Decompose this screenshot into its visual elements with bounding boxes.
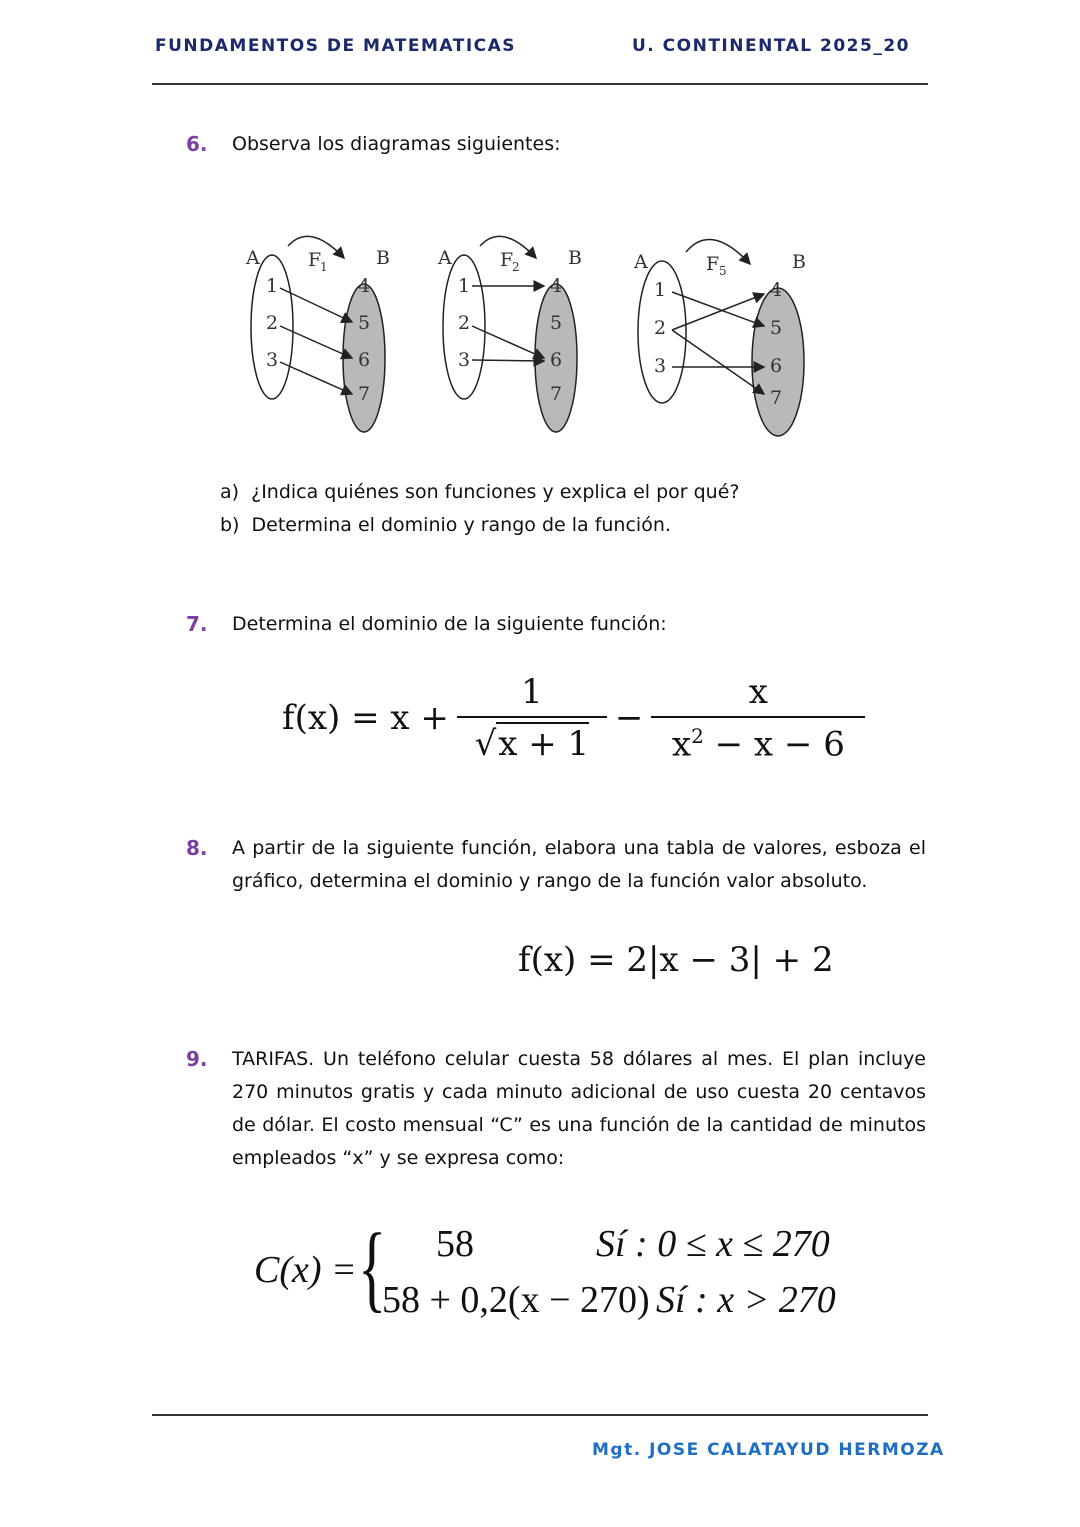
arrow-diagrams xyxy=(240,222,820,442)
svg-text:5: 5 xyxy=(358,312,371,334)
author-name: Mgt. JOSE CALATAYUD HERMOZA xyxy=(592,1440,945,1460)
subitem-a-label: a) xyxy=(220,481,240,503)
svg-text:F: F xyxy=(308,249,322,271)
question-6-text: Observa los diagramas siguientes: xyxy=(232,133,561,155)
svg-text:A: A xyxy=(438,247,452,269)
svg-text:3: 3 xyxy=(654,355,667,377)
question-8-number: 8. xyxy=(186,836,208,860)
svg-text:4: 4 xyxy=(358,275,371,297)
svg-text:A: A xyxy=(634,251,648,273)
svg-text:1: 1 xyxy=(266,275,279,297)
minus-sign: − xyxy=(614,698,644,739)
question-7-formula xyxy=(282,672,865,764)
svg-text:4: 4 xyxy=(770,279,783,301)
fraction-x-over-quadratic: $\frac{x}{x^2 - x - 6}$ xyxy=(651,672,865,764)
svg-text:7: 7 xyxy=(770,387,783,409)
sqrt-icon: √ xyxy=(474,724,497,765)
svg-text:7: 7 xyxy=(550,383,563,405)
question-9-piecewise-formula xyxy=(254,1214,854,1330)
diagram-f1 xyxy=(245,236,390,432)
left-brace-icon: { xyxy=(358,1214,387,1322)
svg-text:F: F xyxy=(500,249,514,271)
institution-term: U. CONTINENTAL 2025_20 xyxy=(632,36,910,56)
question-6-subitem-a xyxy=(220,476,740,509)
svg-text:5: 5 xyxy=(550,312,563,334)
fraction-one-over-sqrt: $\frac{1}{√x + 1}$ xyxy=(457,672,607,764)
case-2-condition: Sí : x > 270 xyxy=(656,1279,836,1321)
svg-text:2: 2 xyxy=(458,312,471,334)
svg-text:3: 3 xyxy=(458,349,471,371)
subitem-a-text: ¿Indica quiénes son funciones y explica el por qué? xyxy=(251,481,740,503)
svg-text:5: 5 xyxy=(770,317,783,339)
svg-text:B: B xyxy=(792,251,806,273)
svg-text:F: F xyxy=(706,253,720,275)
svg-text:1: 1 xyxy=(320,260,328,274)
svg-text:A: A xyxy=(246,247,260,269)
svg-text:B: B xyxy=(568,247,582,269)
svg-text:4: 4 xyxy=(550,275,563,297)
question-8-formula: f(x) = 2|x − 3| + 2 xyxy=(518,940,834,980)
svg-text:6: 6 xyxy=(358,349,371,371)
case-2-expression: 58 + 0,2(x − 270) xyxy=(382,1279,650,1321)
footer-divider xyxy=(152,1414,928,1416)
question-7-number: 7. xyxy=(186,612,208,636)
svg-text:2: 2 xyxy=(654,317,667,339)
piecewise-lhs: C(x) = xyxy=(254,1249,357,1291)
svg-text:5: 5 xyxy=(719,264,727,278)
case-1-expression: 58 xyxy=(436,1223,474,1265)
svg-text:1: 1 xyxy=(654,279,667,301)
diagram-f2 xyxy=(437,236,582,432)
question-9-text: TARIFAS. Un teléfono celular cuesta 58 dólares al mes. El plan incluye 270 minutos gratis y cada minuto adicional de uso cuesta 20 centavos de dólar. El costo mensual “C” es una función de la cantidad de minutos empleados “x” y se expresa como: xyxy=(232,1048,926,1169)
question-7-text: Determina el dominio de la siguiente función: xyxy=(232,613,667,635)
svg-text:3: 3 xyxy=(266,349,279,371)
svg-text:B: B xyxy=(376,247,390,269)
question-6-number: 6. xyxy=(186,132,208,156)
subitem-b-text: Determina el dominio y rango de la función. xyxy=(251,514,671,536)
svg-text:2: 2 xyxy=(512,260,520,274)
svg-text:7: 7 xyxy=(358,383,371,405)
svg-text:6: 6 xyxy=(550,349,563,371)
formula-lhs: f(x) = x + xyxy=(282,698,449,739)
case-1-condition: Sí : 0 ≤ x ≤ 270 xyxy=(596,1223,830,1265)
question-9-number: 9. xyxy=(186,1047,208,1071)
svg-text:2: 2 xyxy=(266,312,279,334)
subitem-b-label: b) xyxy=(220,514,240,536)
course-title: FUNDAMENTOS DE MATEMATICAS xyxy=(155,36,517,56)
svg-text:6: 6 xyxy=(770,355,783,377)
svg-text:1: 1 xyxy=(458,275,471,297)
question-8-text: A partir de la siguiente función, elabora una tabla de valores, esboza el gráfico, determina el dominio y rango de la función valor absoluto. xyxy=(232,837,926,892)
diagram-f5 xyxy=(633,240,806,437)
question-6-subitem-b xyxy=(220,509,671,542)
header-divider xyxy=(152,83,928,85)
